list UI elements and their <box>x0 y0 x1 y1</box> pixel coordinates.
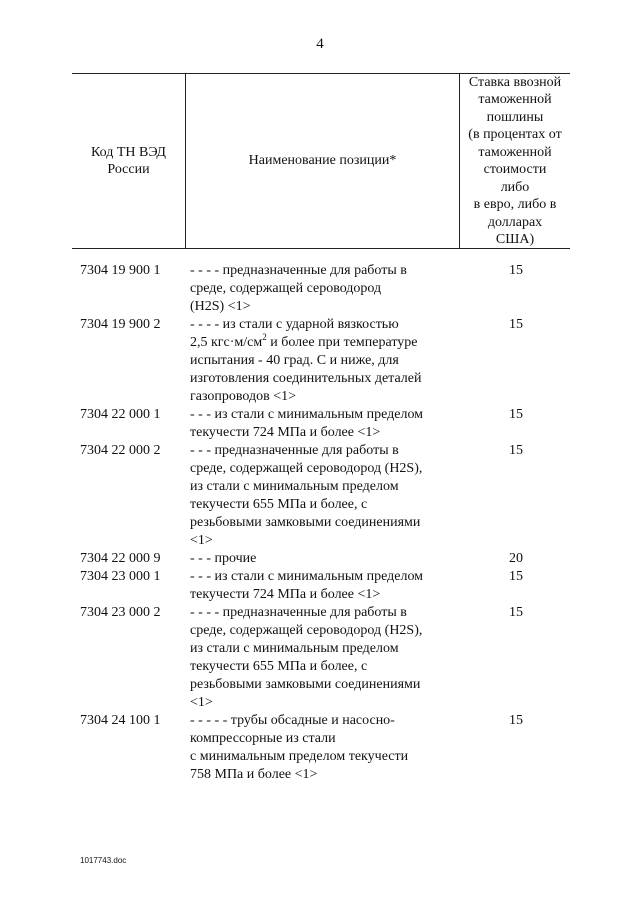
header-rate-line: стоимости <box>483 162 547 177</box>
header-rate-line: США) <box>495 232 535 247</box>
row-code: 7304 23 000 2 <box>80 605 161 620</box>
row-rate: 20 <box>509 551 523 566</box>
unit-superscript: 2 <box>262 332 267 342</box>
row-rate: 15 <box>509 317 523 332</box>
row-name-line: текучести 724 МПа и более <1> <box>190 587 381 602</box>
row-name-line: изготовления соединительных деталей <box>190 371 422 386</box>
row-name-line <box>190 334 460 352</box>
table-body <box>80 262 570 784</box>
row-code: 7304 24 100 1 <box>80 713 161 728</box>
row-name-line: среде, содержащей сероводород (H2S), <box>190 461 423 476</box>
header-rate-line: Ставка ввозной <box>468 74 562 90</box>
header-rate-line: (в процентах от <box>468 127 562 142</box>
row-name-line: - - - - предназначенные для работы в <box>190 263 407 278</box>
row-name-line: текучести 724 МПа и более <1> <box>190 425 381 440</box>
table-row <box>80 568 570 604</box>
table-row <box>80 262 570 316</box>
row-name-line: текучести 655 МПа и более, с <box>190 659 368 674</box>
row-name-line: (H2S) <1> <box>190 299 251 314</box>
row-name-line: резьбовыми замковыми соединениями <box>190 677 421 692</box>
row-rate: 15 <box>509 443 523 458</box>
row-name-line: из стали с минимальным пределом <box>190 641 399 656</box>
row-name-line: - - - из стали с минимальным пределом <box>190 407 424 422</box>
row-code: 7304 19 900 2 <box>80 317 161 332</box>
row-name-line: - - - прочие <box>190 551 257 566</box>
table-row <box>80 406 570 442</box>
header-rate-line: долларах <box>487 214 543 230</box>
table-header <box>72 73 570 249</box>
row-rate: 15 <box>509 569 523 584</box>
header-code <box>72 74 185 248</box>
row-code: 7304 22 000 9 <box>80 551 161 566</box>
header-name <box>186 74 459 248</box>
header-rate <box>460 74 570 248</box>
table-row <box>80 316 570 406</box>
row-name <box>190 550 460 568</box>
row-name-line: газопроводов <1> <box>190 389 297 404</box>
row-name-line: с минимальным пределом текучести <box>190 749 409 764</box>
table-row <box>80 712 570 784</box>
table-row <box>80 604 570 712</box>
header-rate-line: в евро, либо в <box>473 197 557 212</box>
row-rate: 15 <box>509 407 523 422</box>
header-code-line: Код ТН ВЭД <box>91 144 166 160</box>
row-name-line: среде, содержащей сероводород <box>190 281 382 296</box>
row-name <box>190 442 460 550</box>
row-name-line: - - - из стали с минимальным пределом <box>190 569 424 584</box>
row-name <box>190 262 460 316</box>
row-name-line: - - - - предназначенные для работы в <box>190 605 407 620</box>
row-name-line: из стали с минимальным пределом <box>190 479 399 494</box>
row-name-text: и более при температуре <box>266 335 418 350</box>
table-row <box>80 442 570 550</box>
row-name-line: - - - - - трубы обсадные и насосно- <box>190 713 395 728</box>
row-rate: 15 <box>509 263 523 278</box>
footer-filename: 1017743.doc <box>80 856 127 865</box>
row-name-line: текучести 655 МПа и более, с <box>190 497 368 512</box>
row-rate: 15 <box>509 605 523 620</box>
row-rate: 15 <box>509 713 523 728</box>
row-name-line: резьбовыми замковыми соединениями <box>190 515 421 530</box>
row-name-line: <1> <box>190 695 213 710</box>
row-code: 7304 23 000 1 <box>80 569 161 584</box>
row-code: 7304 19 900 1 <box>80 263 161 278</box>
header-rate-line: пошлины <box>486 109 544 125</box>
header-rate-line: таможенной <box>478 144 552 160</box>
row-name-line: 758 МПа и более <1> <box>190 767 318 782</box>
row-name-line: среде, содержащей сероводород (H2S), <box>190 623 423 638</box>
row-name-line: - - - предназначенные для работы в <box>190 443 399 458</box>
header-rate-line: таможенной <box>478 92 552 107</box>
header-code-line: России <box>107 162 150 177</box>
row-code: 7304 22 000 2 <box>80 443 161 458</box>
unit-text: 2,5 кгс·м/см <box>190 335 263 350</box>
row-name-line: <1> <box>190 533 213 548</box>
row-code: 7304 22 000 1 <box>80 407 161 422</box>
row-name <box>190 604 460 712</box>
header-name-line: Наименование позиции* <box>248 153 397 169</box>
table-row <box>80 550 570 568</box>
row-name <box>190 712 460 784</box>
row-name-line: испытания - 40 град. С и ниже, для <box>190 353 399 368</box>
row-name-line: - - - - из стали с ударной вязкостью <box>190 317 399 332</box>
header-rate-line: либо <box>500 179 530 195</box>
row-name <box>190 406 460 442</box>
page-number: 4 <box>316 36 324 52</box>
row-name <box>190 316 460 406</box>
row-name <box>190 568 460 604</box>
row-name-line: компрессорные из стали <box>190 731 336 746</box>
